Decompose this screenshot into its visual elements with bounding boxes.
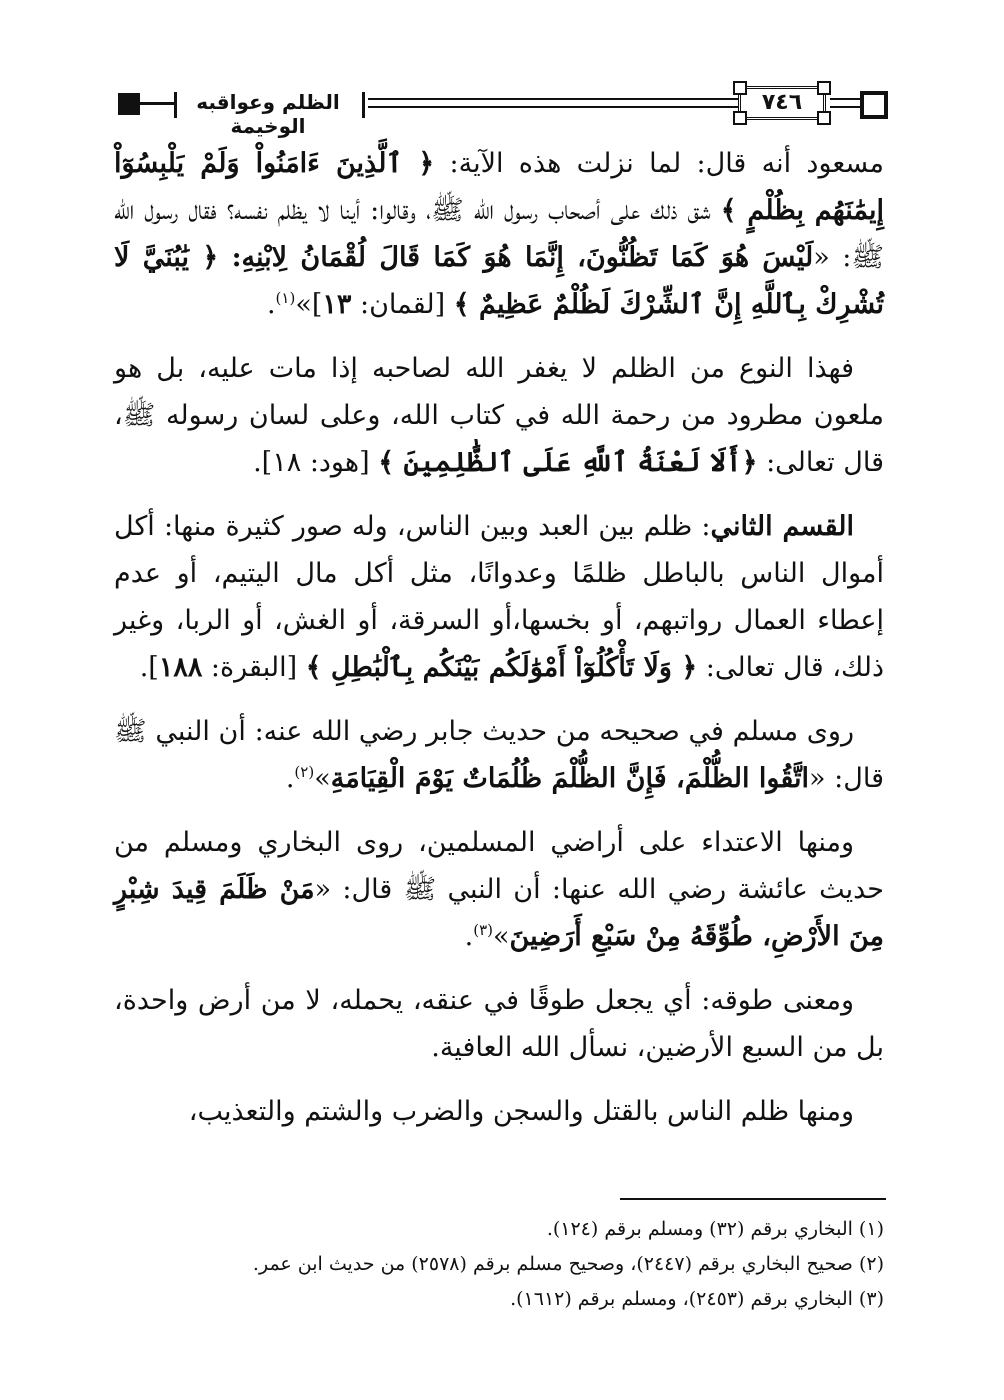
emphasis-text: اتَّقُوا الظُّلْمَ، فَإِنَّ الظُّلْمَ ظُلُمَاتٌ يَوْمَ الْقِيَامَةِ (330, 763, 810, 794)
text-run: ومنها الاعتداء على أراضي المسلمين، روى البخاري ومسلم من حديث عائشة رضي الله عنها: أن النبي ﷺ قال: « (114, 827, 884, 905)
text-run: ]» (295, 289, 323, 320)
page-number-box (738, 86, 826, 120)
text-run: [هود: ١٨]. (253, 447, 379, 478)
emphasis-text: ١٣ (322, 289, 352, 320)
text-run: مسعود أنه قال: لما نزلت هذه الآية: (434, 148, 884, 179)
paragraph (114, 140, 884, 328)
footnote-ref: (١) (275, 289, 296, 307)
text-run: فهذا النوع من الظلم لا يغفر الله لصاحبه إذا مات عليه، بل هو ملعون مطرود من رحمة الله في كتاب الله، وعلى لسان رسوله ﷺ، قال تعالى: (114, 353, 884, 478)
footnotes (114, 1212, 884, 1317)
footnote-1: (١) البخاري برقم (٣٢) ومسلم برقم (١٢٤). (546, 1218, 884, 1240)
paragraph (114, 819, 884, 960)
paragraph (114, 1088, 884, 1135)
header-rule-left (140, 102, 176, 105)
quran-verse: ﴿أَلَا لَعْنَةُ ٱللَّهِ عَلَى ٱلظَّٰلِمِينَ ﴾ (378, 447, 758, 478)
text-run: . (285, 763, 295, 794)
paragraph (114, 503, 884, 691)
page-number: ٧٤٦ (761, 90, 803, 115)
quran-verse: ﴿ وَلَا تَأْكُلُوٓاْ أَمْوَٰلَكُم بَيْنَكُم بِٱلْبَٰطِلِ ﴾ (305, 652, 698, 683)
footnote-ref: (٣) (473, 921, 493, 939)
text-run: ومعنى طوقه: أي يجعل طوقًا في عنقه، يحمله، لا من أرض واحدة، بل من السبع الأرضين، نسأل الله العافية. (114, 985, 884, 1063)
header-ornament-square-right (860, 91, 888, 119)
footnote-2: (٢) صحيح البخاري برقم (٢٤٤٧)، وصحيح مسلم برقم (٢٥٧٨) من حديث ابن عمر. (252, 1253, 884, 1275)
header-ornament-square-left (118, 93, 140, 115)
ornament-corner (817, 81, 831, 95)
header-rule-middle-top (368, 98, 738, 100)
footnote-3: (٣) البخاري برقم (٢٤٥٣)، ومسلم برقم (١٦١٢). (510, 1288, 884, 1310)
text-run: [لقمان: (351, 289, 454, 320)
page-header (118, 86, 888, 138)
text-run: » (493, 921, 510, 952)
ornament-corner (733, 111, 747, 125)
header-rule-middle-bottom (368, 106, 738, 108)
paragraph (114, 708, 884, 802)
paragraph (114, 345, 884, 486)
text-run: : ظلم بين العبد وبين الناس، وله صور كثيرة منها: أكل أموال الناس بالباطل ظلمًا وعدوانًا، مثل أكل مال اليتيم، أو عدم إعطاء العمال رواتبهم، أو بخسها،أو السرقة، أو الغش، أو الربا، وغير ذلك، قال تعالى: (114, 511, 884, 683)
footnote-separator (620, 1198, 886, 1200)
text-run: شق ذلك على أصحاب رسول الله ﷺ، وقالوا: أينا لا يظلم نفسه؟ فقال رسول الله ﷺ: « (114, 195, 884, 273)
header-divider-left (174, 92, 177, 118)
paragraph (114, 977, 884, 1071)
text-run: . (464, 921, 474, 952)
header-divider-right (362, 92, 365, 118)
quran-verse: ﴿ ٱلَّذِينَ ءَامَنُواْ وَلَمْ يَلْبِسُوٓاْ إِيمَٰنَهُم بِظُلْمٍ ﴾ (114, 148, 884, 226)
emphasis-text: لَيْسَ هُوَ كَمَا تَظُنُّونَ، إِنَّمَا هُوَ كَمَا قَالَ لُقْمَانُ لِابْنِهِ: (218, 242, 814, 273)
main-text (114, 140, 884, 1152)
ornament-corner (733, 81, 747, 95)
ornament-corner (817, 111, 831, 125)
text-run: » (314, 763, 331, 794)
text-run: ومنها ظلم الناس بالقتل والسجن والضرب والشتم والتعذيب، (188, 1096, 854, 1127)
emphasis-text: مَنْ ظَلَمَ قِيدَ شِبْرٍ مِنَ الأَرْضِ، طُوِّقَهُ مِنْ سَبْعِ أَرَضِينَ (114, 874, 884, 952)
emphasis-text: ١٨٨ (158, 652, 203, 683)
text-run: ]. (139, 652, 159, 683)
running-title: الظلم وعواقبه الوخيمة (196, 90, 340, 138)
text-run: [البقرة: (202, 652, 306, 683)
quran-verse: ﴿ يَٰبُنَيَّ لَا تُشْرِكْ بِٱللَّهِ إِنَّ ٱلشِّرْكَ لَظُلْمٌ عَظِيمٌ ﴾ (114, 242, 884, 320)
text-run: روى مسلم في صحيحه من حديث جابر رضي الله عنه: أن النبي ﷺ قال: « (114, 716, 884, 794)
footnote-ref: (٢) (294, 763, 315, 781)
emphasis-text: القسم الثاني (710, 511, 854, 542)
text-run: . (266, 289, 276, 320)
